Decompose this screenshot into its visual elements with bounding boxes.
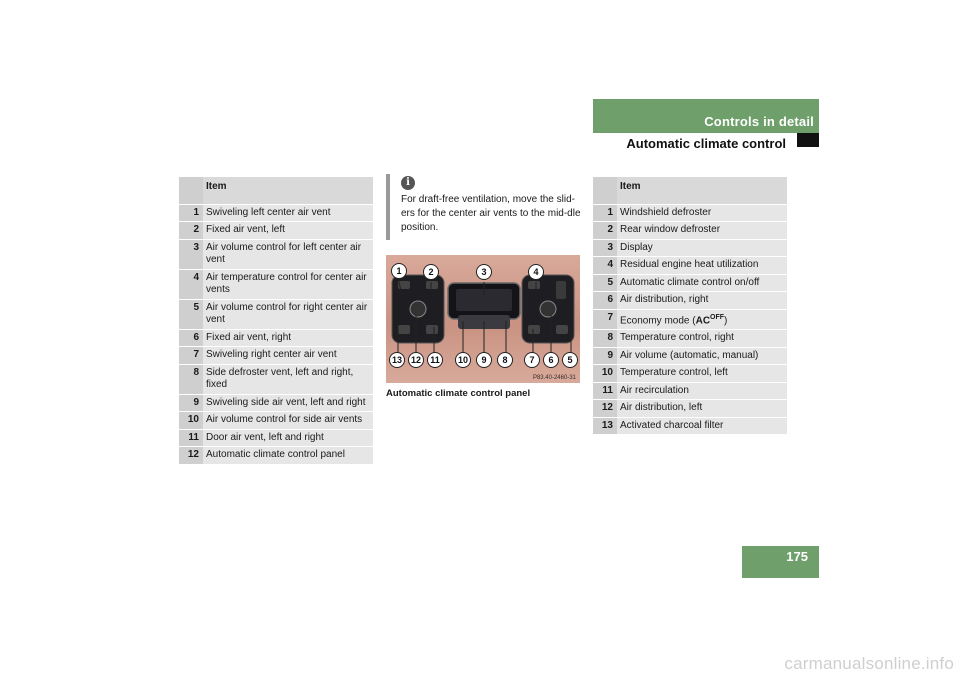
callout-9: 9 — [476, 352, 492, 368]
info-note-bar — [386, 174, 390, 240]
table-row: 7 Swiveling right center air vent — [179, 347, 373, 364]
table-row: 3 Display — [593, 240, 787, 257]
table-row: 2 Fixed air vent, left — [179, 222, 373, 239]
table-row: 12 Air distribution, left — [593, 400, 787, 417]
table-header-row — [593, 177, 787, 204]
table-row: 4 Residual engine heat utilization — [593, 257, 787, 274]
subsection-title: Automatic climate control — [626, 136, 786, 151]
page-number: 175 — [786, 549, 808, 564]
callout-3: 3 — [476, 264, 492, 280]
callout-8: 8 — [497, 352, 513, 368]
left-item-table — [179, 176, 373, 465]
table-row: 4 Air temperature control for center air vents — [179, 270, 373, 299]
table-row: 6 Air distribution, right — [593, 292, 787, 309]
callout-13: 13 — [389, 352, 405, 368]
table-row: 9 Air volume (automatic, manual) — [593, 348, 787, 365]
table-row: 7 Economy mode $(AC^{OFF})$ — [593, 310, 787, 330]
callout-1: 1 — [391, 263, 407, 279]
right-item-table — [593, 176, 787, 435]
table-row: 11 Door air vent, left and right — [179, 430, 373, 447]
table-row: 12 Automatic climate control panel — [179, 447, 373, 464]
figure-caption: Automatic climate control panel — [386, 388, 531, 399]
page-number-box — [742, 546, 819, 578]
callout-12: 12 — [408, 352, 424, 368]
info-icon: i — [401, 176, 415, 190]
ac-label: AC — [695, 314, 711, 326]
table-row: 2 Rear window defroster — [593, 222, 787, 239]
table-row: 8 Temperature control, right — [593, 330, 787, 347]
table-row: 6 Fixed air vent, right — [179, 330, 373, 347]
table-header: Item — [203, 177, 373, 204]
section-title: Controls in detail — [704, 114, 814, 129]
callout-5: 5 — [562, 352, 578, 368]
callout-10: 10 — [455, 352, 471, 368]
header-band — [593, 99, 819, 133]
table-row: 8 Side defroster vent, left and right, fixed — [179, 365, 373, 394]
table-row: 1 Swiveling left center air vent — [179, 205, 373, 222]
table-row: 1 Windshield defroster — [593, 205, 787, 222]
callout-4: 4 — [528, 264, 544, 280]
table-row: 9 Swiveling side air vent, left and right — [179, 395, 373, 412]
table-header: Item — [617, 177, 787, 204]
climate-control-photo — [386, 255, 580, 383]
table-row: 11 Air recirculation — [593, 383, 787, 400]
callout-2: 2 — [423, 264, 439, 280]
table-row: 5 Automatic climate control on/off — [593, 275, 787, 292]
table-row: 10 Air volume control for side air vents — [179, 412, 373, 429]
ac-off-label: OFF — [710, 313, 725, 321]
watermark: carmanualsonline.info — [784, 654, 954, 673]
table-row: 13 Activated charcoal filter — [593, 418, 787, 435]
table-row: 10 Temperature control, left — [593, 365, 787, 382]
table-row: 5 Air volume control for right center air vent — [179, 300, 373, 329]
thumb-tab — [797, 133, 819, 147]
callout-6: 6 — [543, 352, 559, 368]
callout-7: 7 — [524, 352, 540, 368]
table-row: 3 Air volume control for left center air vent — [179, 240, 373, 269]
info-note-text: For draft-free ventilation, move the slid-ers for the center air vents to the mid-dle position. — [401, 194, 581, 233]
figure-code: P83.40-2460-31 — [532, 375, 576, 381]
callout-11: 11 — [427, 352, 443, 368]
table-header-row — [179, 177, 373, 204]
